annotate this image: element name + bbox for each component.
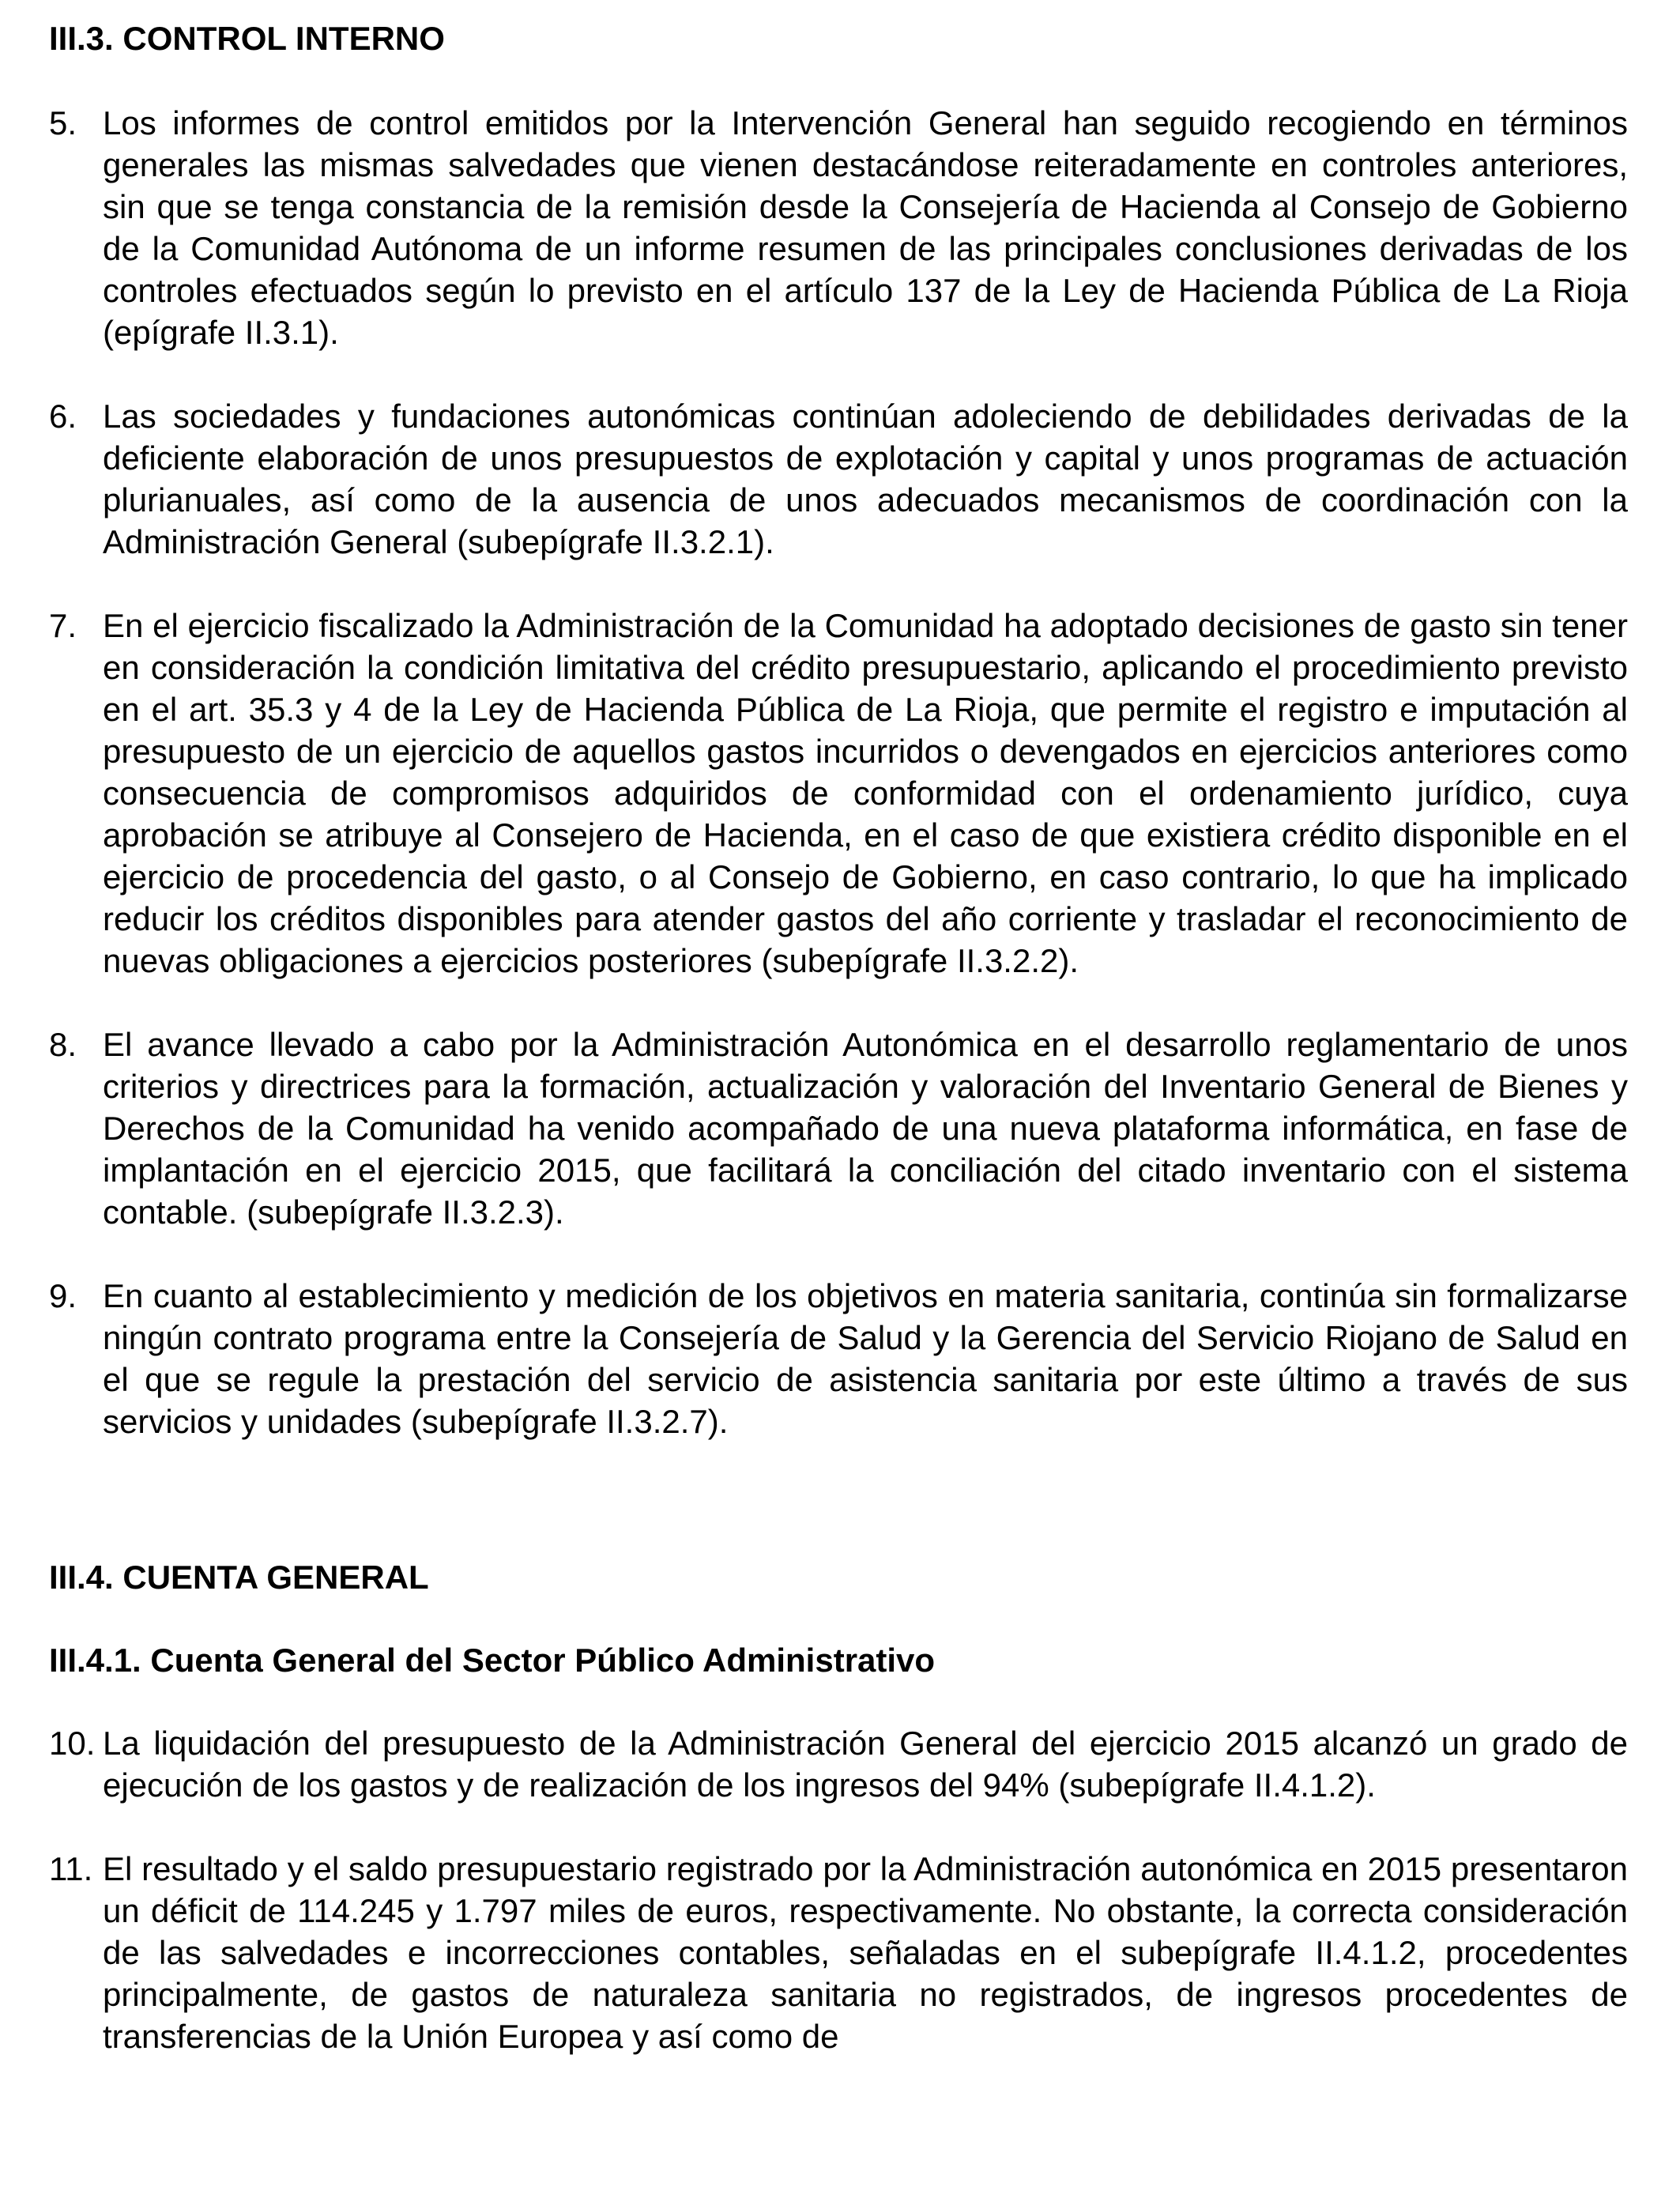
item-number: 5. [49, 104, 77, 141]
control-interno-list [49, 102, 1628, 1442]
list-item-9 [49, 1275, 1628, 1442]
item-number: 10. [49, 1725, 96, 1762]
document-page [49, 17, 1628, 2057]
item-text: Los informes de control emitidos por la Intervención General han seguido recogiendo en términos generales las mismas salvedades que vienen destacándose reiteradamente en controles anteriores, sin que se tenga constancia de la remisión desde la Consejería de Hacienda al Consejo de Gobierno de la Comunidad Autónoma de un informe resumen de las principales conclusiones derivadas de los controles efectuados según lo previsto en el artículo 137 de la Ley de Hacienda Pública de La Rioja (epígrafe II.3.1). [103, 104, 1628, 351]
list-item-8 [49, 1023, 1628, 1233]
subsection-heading-sector-publico: III.4.1. Cuenta General del Sector Público Administrativo [49, 1642, 936, 1679]
item-text: En cuanto al establecimiento y medición de los objetivos en materia sanitaria, continúa sin formalizarse ningún contrato programa entre la Consejería de Salud y la Gerencia del Servicio Riojano de Salud en el que se regule la prestación del servicio de asistencia sanitaria por este último a través de sus servicios y unidades (subepígrafe II.3.2.7). [103, 1277, 1628, 1440]
section-heading-control-interno: III.3. CONTROL INTERNO [49, 20, 445, 57]
section-heading-cuenta-general: III.4. CUENTA GENERAL [49, 1559, 429, 1596]
item-number: 11. [49, 1850, 93, 1887]
list-item-5 [49, 102, 1628, 353]
item-text: En el ejercicio fiscalizado la Administración de la Comunidad ha adoptado decisiones de gasto sin tener en consideración la condición limitativa del crédito presupuestario, aplicando el procedimiento previsto en el art. 35.3 y 4 de la Ley de Hacienda Pública de La Rioja, que permite el registro e imputación al presupuesto de un ejercicio de aquellos gastos incurridos o devengados en ejercicios anteriores como consecuencia de compromisos adquiridos de conformidad con el ordenamiento jurídico, cuya aprobación se atribuye al Consejero de Hacienda, en el caso de que existiera crédito disponible en el ejercicio de procedencia del gasto, o al Consejo de Gobierno, en caso contrario, lo que ha implicado reducir los créditos disponibles para atender gastos del año corriente y trasladar el reconocimiento de nuevas obligaciones a ejercicios posteriores (subepígrafe II.3.2.2). [103, 607, 1628, 979]
list-item-11 [49, 1848, 1628, 2057]
item-number: 9. [49, 1277, 77, 1314]
item-text: El resultado y el saldo presupuestario registrado por la Administración autonómica en 2015 presentaron un déficit de 114.245 y 1.797 miles de euros, respectivamente. No obstante, la correcta consideración de las salvedades e incorrecciones contables, señaladas en el subepígrafe II.4.1.2, procedentes principalmente, de gastos de naturaleza sanitaria no registrados, de ingresos procedentes de transferencias de la Unión Europea y así como de [103, 1850, 1628, 2055]
item-text: Las sociedades y fundaciones autonómicas continúan adoleciendo de debilidades derivadas de la deficiente elaboración de unos presupuestos de explotación y capital y unos programas de actuación plurianuales, así como de la ausencia de unos adecuados mecanismos de coordinación con la Administración General (subepígrafe II.3.2.1). [103, 398, 1628, 560]
list-item-10 [49, 1722, 1628, 1806]
cuenta-general-list [49, 1722, 1628, 2057]
list-item-7 [49, 605, 1628, 982]
item-number: 7. [49, 607, 77, 644]
item-text: El avance llevado a cabo por la Administración Autonómica en el desarrollo reglamentario de unos criterios y directrices para la formación, actualización y valoración del Inventario General de Bienes y Derechos de la Comunidad ha venido acompañado de una nueva plataforma informática, en fase de implantación en el ejercicio 2015, que facilitará la conciliación del citado inventario con el sistema contable. (subepígrafe II.3.2.3). [103, 1026, 1628, 1231]
item-number: 6. [49, 398, 77, 435]
item-number: 8. [49, 1026, 77, 1063]
item-text: La liquidación del presupuesto de la Administración General del ejercicio 2015 alcanzó un grado de ejecución de los gastos y de realización de los ingresos del 94% (subepígrafe II.4.1.2). [103, 1725, 1628, 1804]
list-item-6 [49, 395, 1628, 563]
